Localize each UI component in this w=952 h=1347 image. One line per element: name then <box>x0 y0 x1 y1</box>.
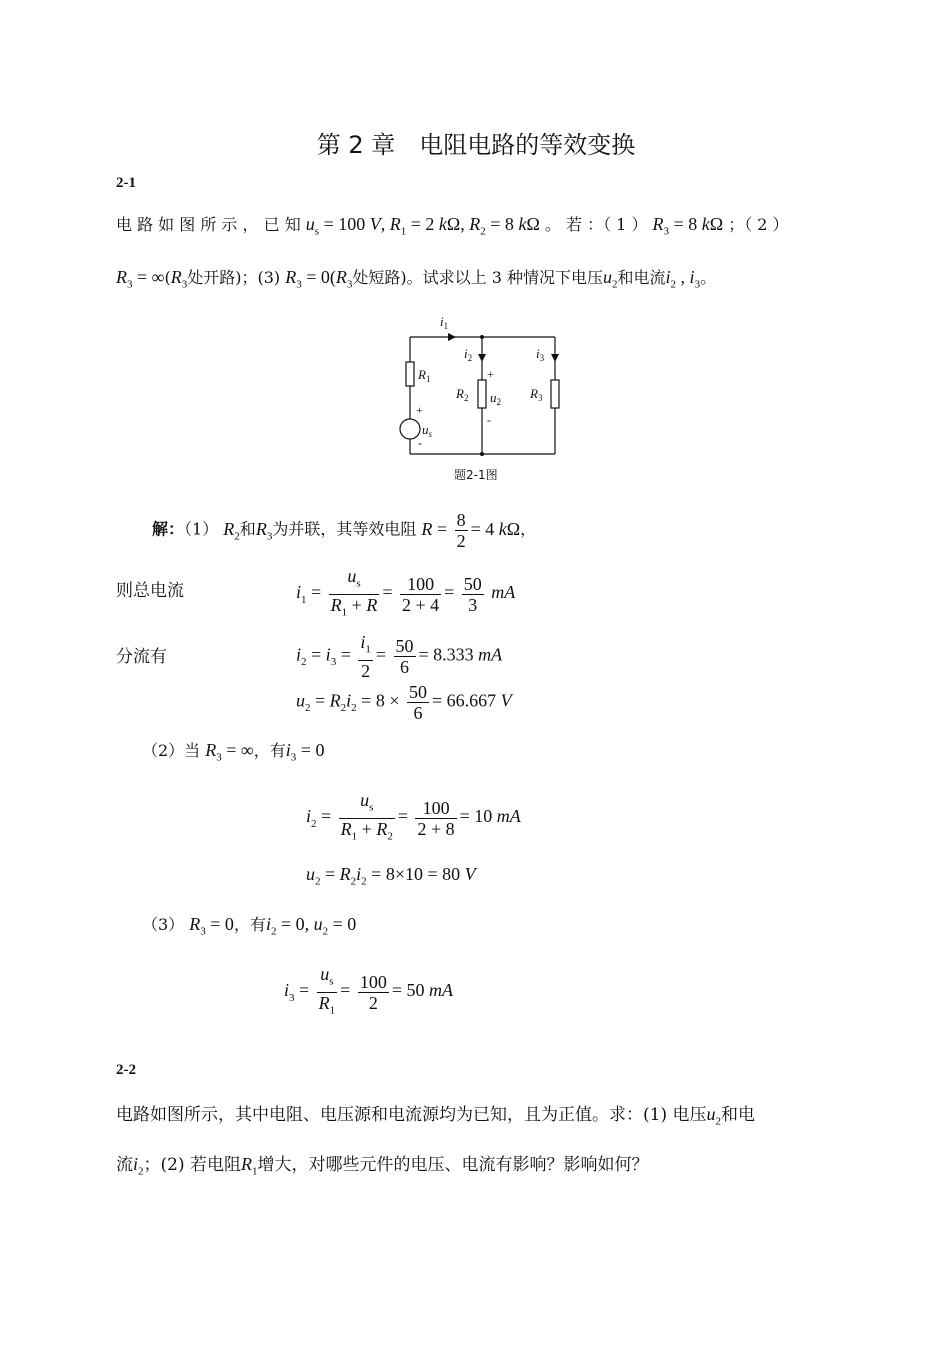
minus-sign-u2: - <box>487 413 491 427</box>
solution-text: （3） <box>142 915 185 934</box>
solution-text: ， <box>520 519 537 539</box>
arrow-i2-icon <box>478 354 486 362</box>
solution-text: 和 <box>239 519 256 539</box>
label-r2: $R_2$ <box>456 386 469 403</box>
problem-2-1-line2: $R_3 = \infty(R_3$处开路)；(3) $R_3 = 0(R_3$处短路)。试求以上 3 种情况下电压$u_2$和电流$i_2$ , $i_3$。 <box>116 267 717 291</box>
figure-caption-2-1: 题2-1图 <box>454 468 498 482</box>
problem-text: 和电流 <box>617 268 666 287</box>
problem-text: 电路如图所示，其中电阻、电压源和电流源均为已知，且为正值。求：(1) 电压 <box>116 1105 707 1125</box>
problem-2-1-line1: 电 路 如 图 所 示 ， 已 知 $u_s = 100$ V, $R_1 = 2$ kΩ, $R_2 = 8$ kΩ 。 若 ：（ 1 ） $R_3 = 8$ kΩ ；（ 2 ） <box>116 214 789 238</box>
solution-text: （2）当 <box>142 741 201 760</box>
solution-text: ，有 <box>253 741 286 760</box>
equation-u2-case2: $u_2 = R_2i_2 = 8\times 10 = 80$ V <box>306 864 476 888</box>
equation-i2-case2: $i_2$ = $\frac{u_s}{R_1 + R_2}$ = $\frac{100}{2 + 8}$ = 10 mA <box>306 790 521 843</box>
solution-part1: 解：（1） $R_2$和$R_3$为并联，其等效电阻 R = $\frac{8}{2}$ = 4 kΩ， <box>152 510 537 551</box>
equation-i2-i3: $i_2 = i_3$ = $\frac{i_1}{2}$ = $\frac{50}{6}$ = 8.333 mA <box>296 632 503 681</box>
problem-2-2-line2: 流$i_2$；(2) 若电阻$R_1$增大，对哪些元件的电压、电流有影响？影响如何？ <box>116 1154 649 1178</box>
label-u2: $u_2$ <box>490 390 501 407</box>
label-i3: $i_3$ <box>536 346 545 363</box>
problem-2-2-line1: 电路如图所示，其中电阻、电压源和电流源均为已知，且为正值。求：(1) 电压$u_2$和电 <box>116 1104 755 1128</box>
problem-text: 处短路)。试求以上 3 种情况下电压 <box>352 268 604 287</box>
label-us: $u_s$ <box>422 422 433 439</box>
label-r1: $R_1$ <box>418 367 431 384</box>
minus-sign-us: - <box>418 436 422 450</box>
circuit-diagram-2-1 <box>390 312 580 462</box>
section-label-2-1: 2-1 <box>116 175 136 191</box>
problem-text: 电 路 如 图 所 示 ， 已 知 <box>116 215 301 234</box>
problem-text: 。 <box>700 268 717 287</box>
junction-dot <box>480 335 484 339</box>
equation-u2-case1: $u_2 = R_2i_2 = 8$ × $\frac{50}{6}$ = 66.667 V <box>296 682 512 723</box>
shunt-label: 分流有 <box>116 647 167 667</box>
problem-text: 处开路)；(3) <box>187 268 281 287</box>
problem-text: ；（ 2 ） <box>728 215 789 234</box>
problem-text: 和电 <box>720 1105 755 1125</box>
label-i2: $i_2$ <box>464 346 473 363</box>
plus-sign-u2: + <box>487 367 494 381</box>
label-i1: $i_1$ <box>440 314 449 331</box>
case3-line: （3） $R_3 = 0$，有$i_2 = 0$, $u_2 = 0$ <box>142 914 357 938</box>
case2-line: （2）当 $R_3$ = ∞，有$i_3 = 0$ <box>142 740 325 764</box>
solution-text: （1） <box>184 519 219 539</box>
section-label-2-2: 2-2 <box>116 1062 136 1078</box>
solution-text: 为并联，其等效电阻 <box>272 519 417 539</box>
problem-text: 。 若 ：（ 1 ） <box>544 215 648 234</box>
plus-sign-us: + <box>416 403 423 417</box>
arrow-i1-icon <box>448 333 456 341</box>
problem-text: ( <box>164 268 171 287</box>
problem-text: ；(2) 若电阻 <box>143 1155 241 1175</box>
label-r3: $R_3$ <box>530 386 543 403</box>
solution-heading: 解： <box>152 519 185 539</box>
solution-text: ，有 <box>233 915 266 934</box>
problem-text: 增大，对哪些元件的电压、电流有影响？影响如何？ <box>257 1155 649 1175</box>
problem-text: 流 <box>116 1155 133 1175</box>
equation-i3-case3: $i_3$ = $\frac{u_s}{R_1}$ = $\frac{100}{2}$ = 50 mA <box>284 964 453 1017</box>
equation-i1: $i_1$ = $\frac{u_s}{R_1 + R}$ = $\frac{100}{2 + 4}$ = $\frac{50}{3}$ mA <box>296 566 516 619</box>
junction-dot <box>480 452 484 456</box>
arrow-i3-icon <box>551 354 559 362</box>
total-current-label: 则总电流 <box>116 581 184 601</box>
page-title: 第 2 章 电阻电路的等效变换 <box>316 131 636 159</box>
